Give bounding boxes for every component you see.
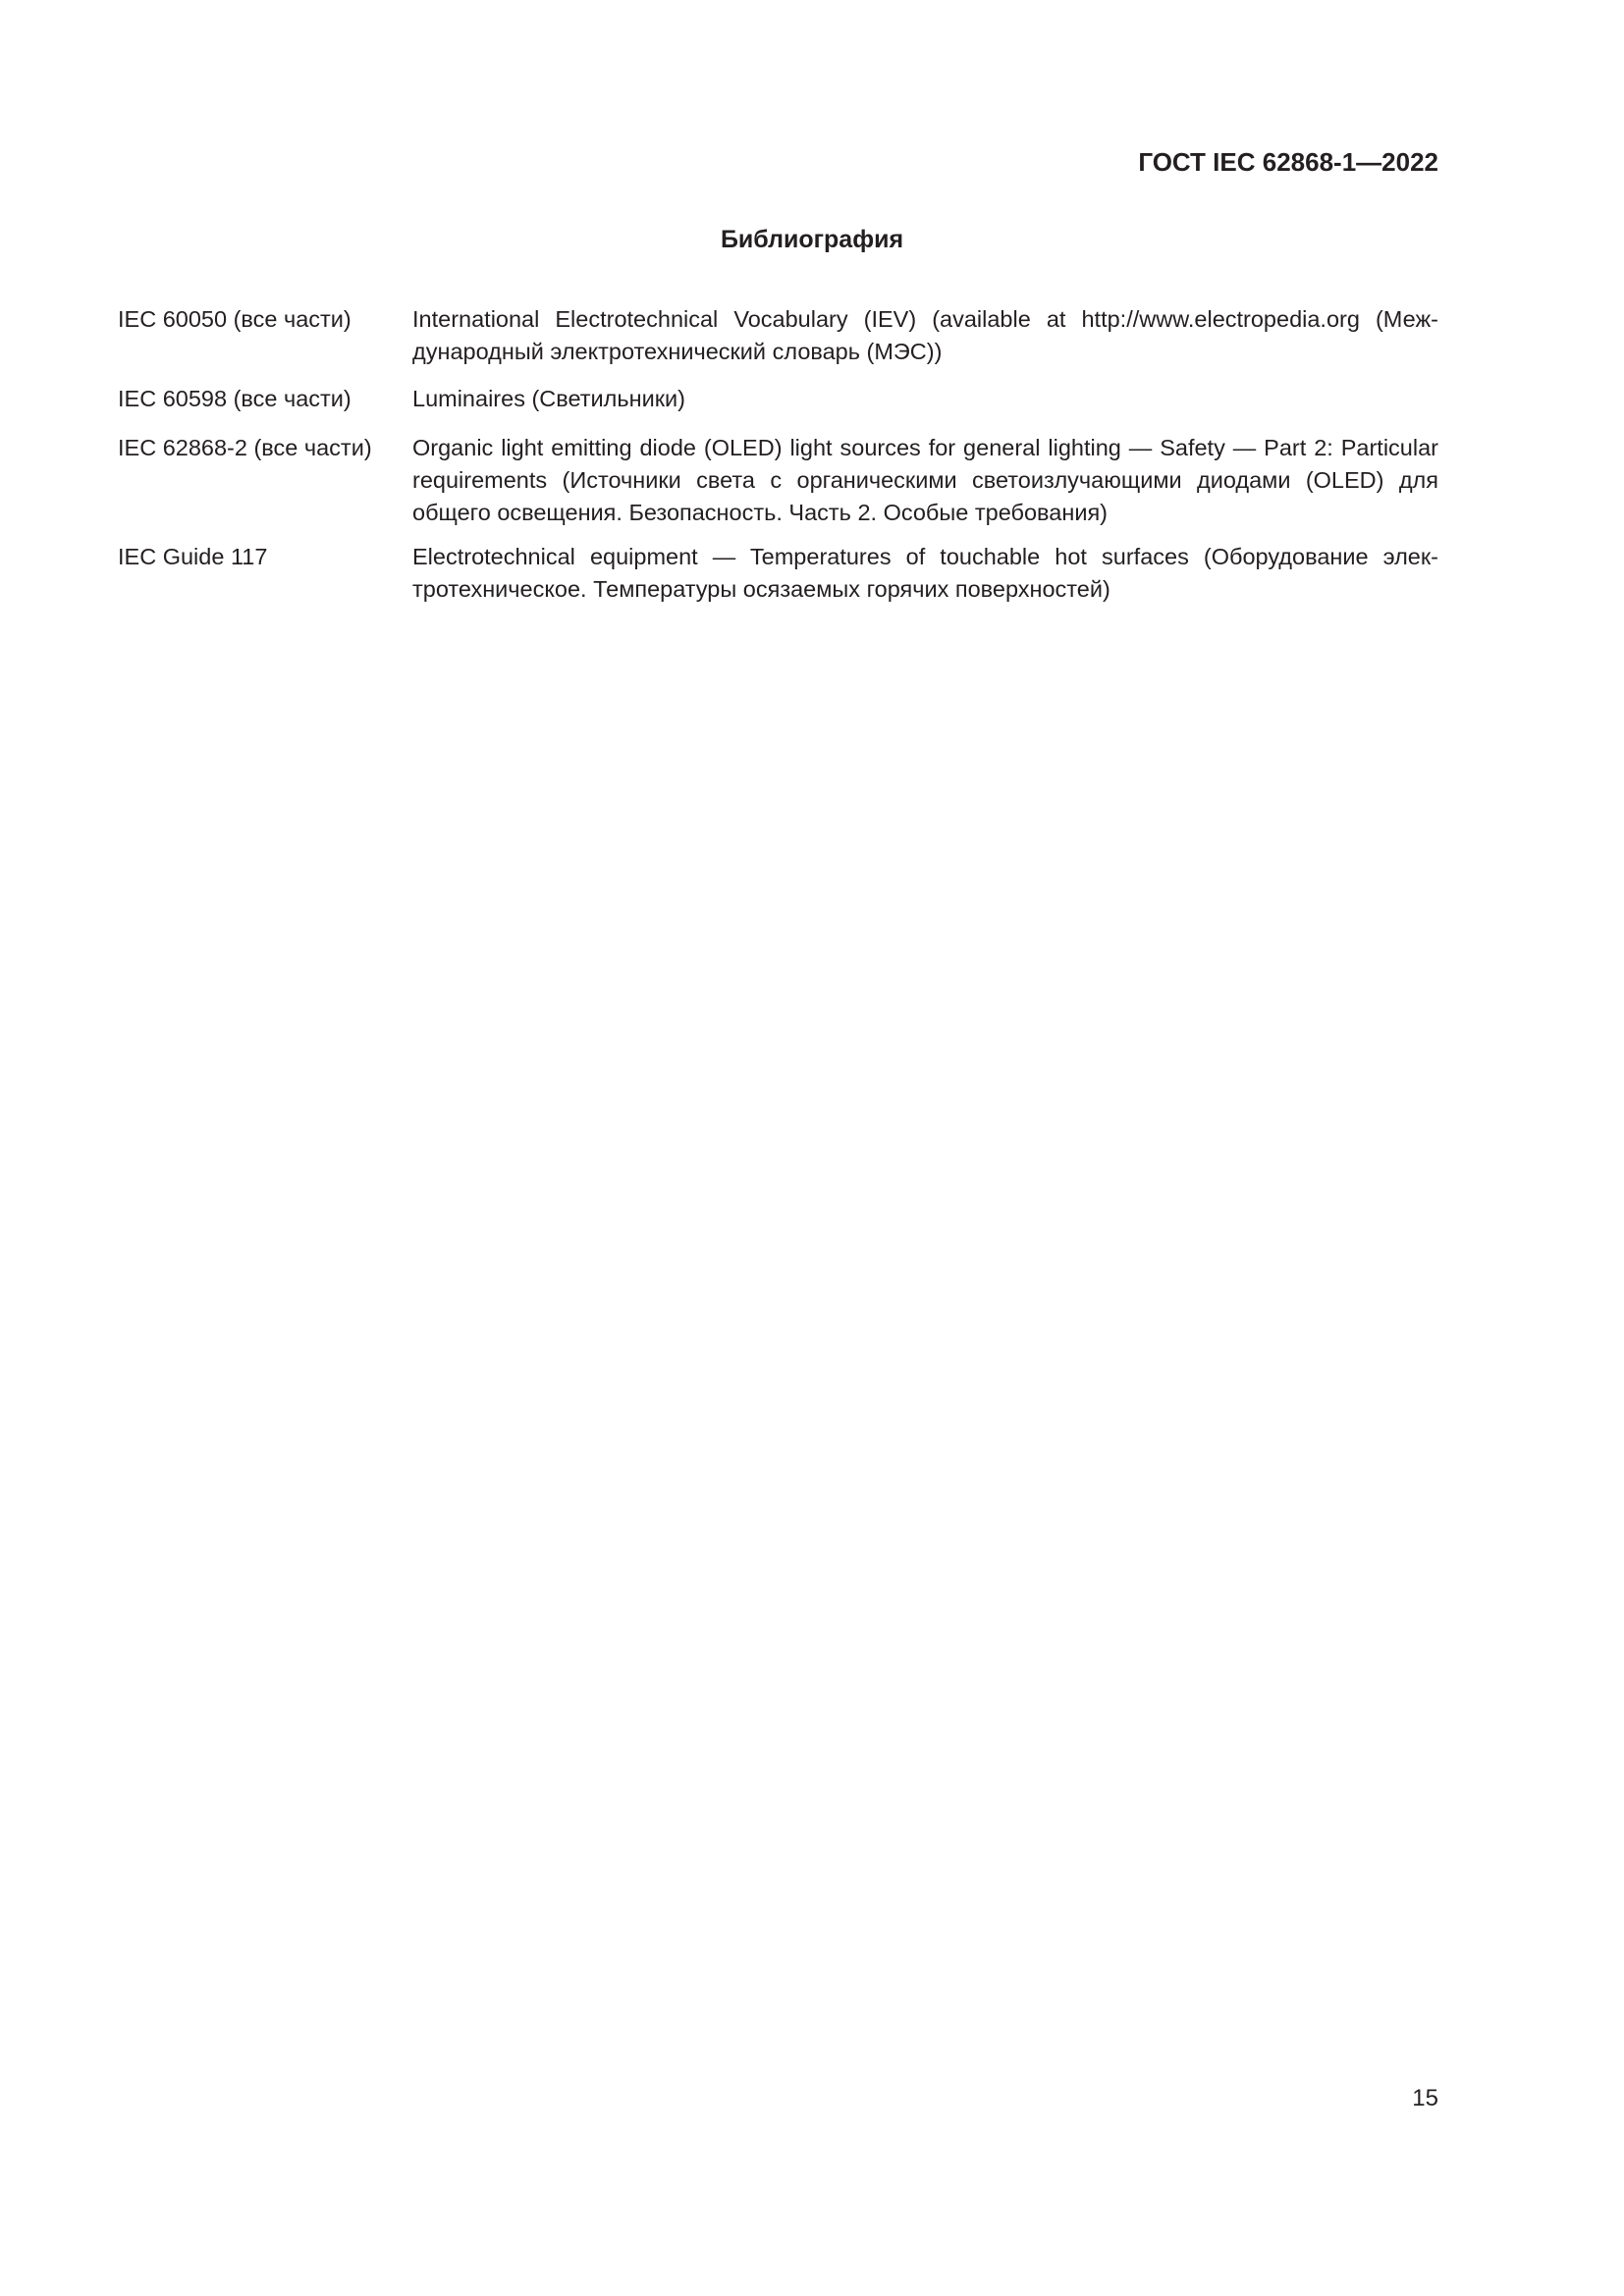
section-title: Библиография [720, 226, 904, 253]
bibliography-entry [118, 303, 1438, 368]
document-id-header: ГОСТ IEC 62868-1—2022 [1138, 147, 1438, 177]
reference-description: Luminaires (Светильники) [412, 386, 685, 411]
reference-code: IEC Guide 117 [118, 544, 268, 569]
reference-code: IEC 62868-2 (все части) [118, 435, 372, 460]
reference-code: IEC 60598 (все части) [118, 386, 352, 411]
bibliography-entry [118, 383, 1438, 415]
reference-description: Organic light emitting diode (OLED) light sources for general lighting — Safety — Part 2: Particular requirements (Источники света с органическими светоизлучающими диодами (OLED) для общего освещения. Безопасность. Часть 2. Особые требования) [412, 435, 1438, 525]
bibliography-entry [118, 541, 1438, 606]
reference-description: Electrotechnical equipment — Temperatures of touchable hot surfaces (Оборудование электротехническое. Температуры осязаемых горячих поверхностей) [412, 544, 1438, 602]
page-number: 15 [1412, 2085, 1438, 2111]
reference-code: IEC 60050 (все части) [118, 306, 352, 332]
reference-description: International Electrotechnical Vocabulary (IEV) (available at http://www.electropedia.org (Международный электротехнический словарь (МЭС)) [412, 306, 1438, 364]
bibliography-entry [118, 432, 1438, 529]
